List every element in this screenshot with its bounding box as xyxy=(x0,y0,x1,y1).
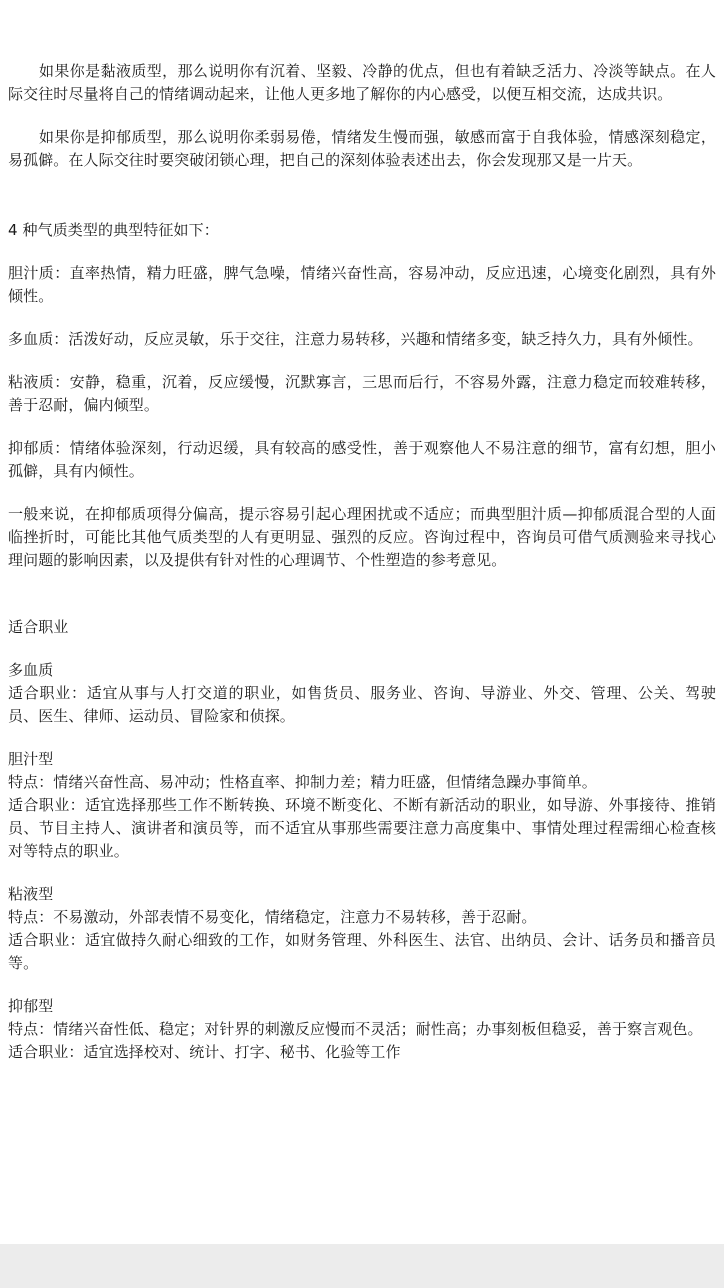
career-phlegmatic-title: 粘液型 xyxy=(8,885,54,903)
career-choleric-jobs: 适合职业：适宜选择那些工作不断转换、环境不断变化、不断有新活动的职业，如导游、外事接待、推销员、节目主持人、演讲者和演员等，而不适宜从事那些需要注意力高度集中、事情处理过程需细心检查核对等特点的职业。 xyxy=(8,796,716,860)
spacer xyxy=(8,417,716,437)
spacer xyxy=(8,639,716,659)
career-melancholic-traits: 特点：情绪兴奋性低、稳定；对针界的刺激反应慢而不灵活；耐性高；办事刻板但稳妥，善于察言观色。 xyxy=(8,1020,703,1038)
intro-melancholic-paragraph: 如果你是抑郁质型，那么说明你柔弱易倦，情绪发生慢而强，敏感而富于自我体验，情感深刻稳定，易孤僻。在人际交往时要突破闭锁心理，把自己的深刻体验表述出去，你会发现那又是一片天。 xyxy=(8,128,716,169)
career-phlegmatic-jobs: 适合职业：适宜做持久耐心细致的工作，如财务管理、外科医生、法官、出纳员、会计、话务员和播音员等。 xyxy=(8,931,716,972)
feature-summary: 一般来说，在抑郁质项得分偏高，提示容易引起心理困扰或不适应；而典型胆汁质—抑郁质混合型的人面临挫折时，可能比其他气质类型的人有更明显、强烈的反应。咨询过程中，咨询员可借气质测验来寻找心理问题的影响因素，以及提供有针对性的心理调节、个性塑造的参考意见。 xyxy=(8,505,716,569)
spacer xyxy=(8,728,716,748)
career-sanguine-jobs: 适合职业：适宜从事与人打交道的职业，如售货员、服务业、咨询、导游业、外交、管理、公关、驾驶员、医生、律师、运动员、冒险家和侦探。 xyxy=(8,684,716,725)
feature-choleric: 胆汁质：直率热情，精力旺盛，脾气急噪，情绪兴奋性高，容易冲动，反应迅速，心境变化剧烈，具有外倾性。 xyxy=(8,264,716,305)
career-melancholic-jobs: 适合职业：适宜选择校对、统计、打字、秘书、化验等工作 xyxy=(8,1043,401,1061)
career-phlegmatic-traits: 特点：不易激动，外部表情不易变化，情绪稳定，注意力不易转移，善于忍耐。 xyxy=(8,908,537,926)
spacer xyxy=(8,106,716,126)
feature-sanguine: 多血质：活泼好动，反应灵敏，乐于交往，注意力易转移，兴趣和情绪多变，缺乏持久力，具有外倾性。 xyxy=(8,330,703,348)
career-choleric-title: 胆汁型 xyxy=(8,750,54,768)
career-choleric-traits: 特点：情绪兴奋性高、易冲动；性格直率、抑制力差；精力旺盛，但情绪急躁办事简单。 xyxy=(8,773,597,791)
spacer xyxy=(8,351,716,371)
features-heading: 4 种气质类型的典型特征如下： xyxy=(8,221,219,239)
spacer xyxy=(8,172,716,219)
feature-phlegmatic: 粘液质：安静，稳重，沉着，反应缓慢，沉默寡言，三思而后行，不容易外露，注意力稳定而较难转移，善于忍耐，偏内倾型。 xyxy=(8,373,716,414)
spacer xyxy=(8,572,716,616)
spacer xyxy=(8,242,716,262)
spacer xyxy=(8,308,716,328)
intro-phlegmatic-paragraph: 如果你是黏液质型，那么说明你有沉着、坚毅、冷静的优点，但也有着缺乏活力、冷淡等缺点。在人际交往时尽量将自己的情绪调动起来，让他人更多地了解你的内心感受，以便互相交流，达成共识。 xyxy=(8,62,716,103)
spacer xyxy=(8,863,716,883)
career-sanguine-title: 多血质 xyxy=(8,661,54,679)
feature-melancholic: 抑郁质：情绪体验深刻，行动迟缓，具有较高的感受性，善于观察他人不易注意的细节，富有幻想，胆小孤僻，具有内倾性。 xyxy=(8,439,716,480)
spacer xyxy=(8,975,716,995)
spacer xyxy=(8,483,716,503)
bottom-bar xyxy=(0,1244,724,1288)
career-melancholic-title: 抑郁型 xyxy=(8,997,54,1015)
careers-heading: 适合职业 xyxy=(8,618,69,636)
